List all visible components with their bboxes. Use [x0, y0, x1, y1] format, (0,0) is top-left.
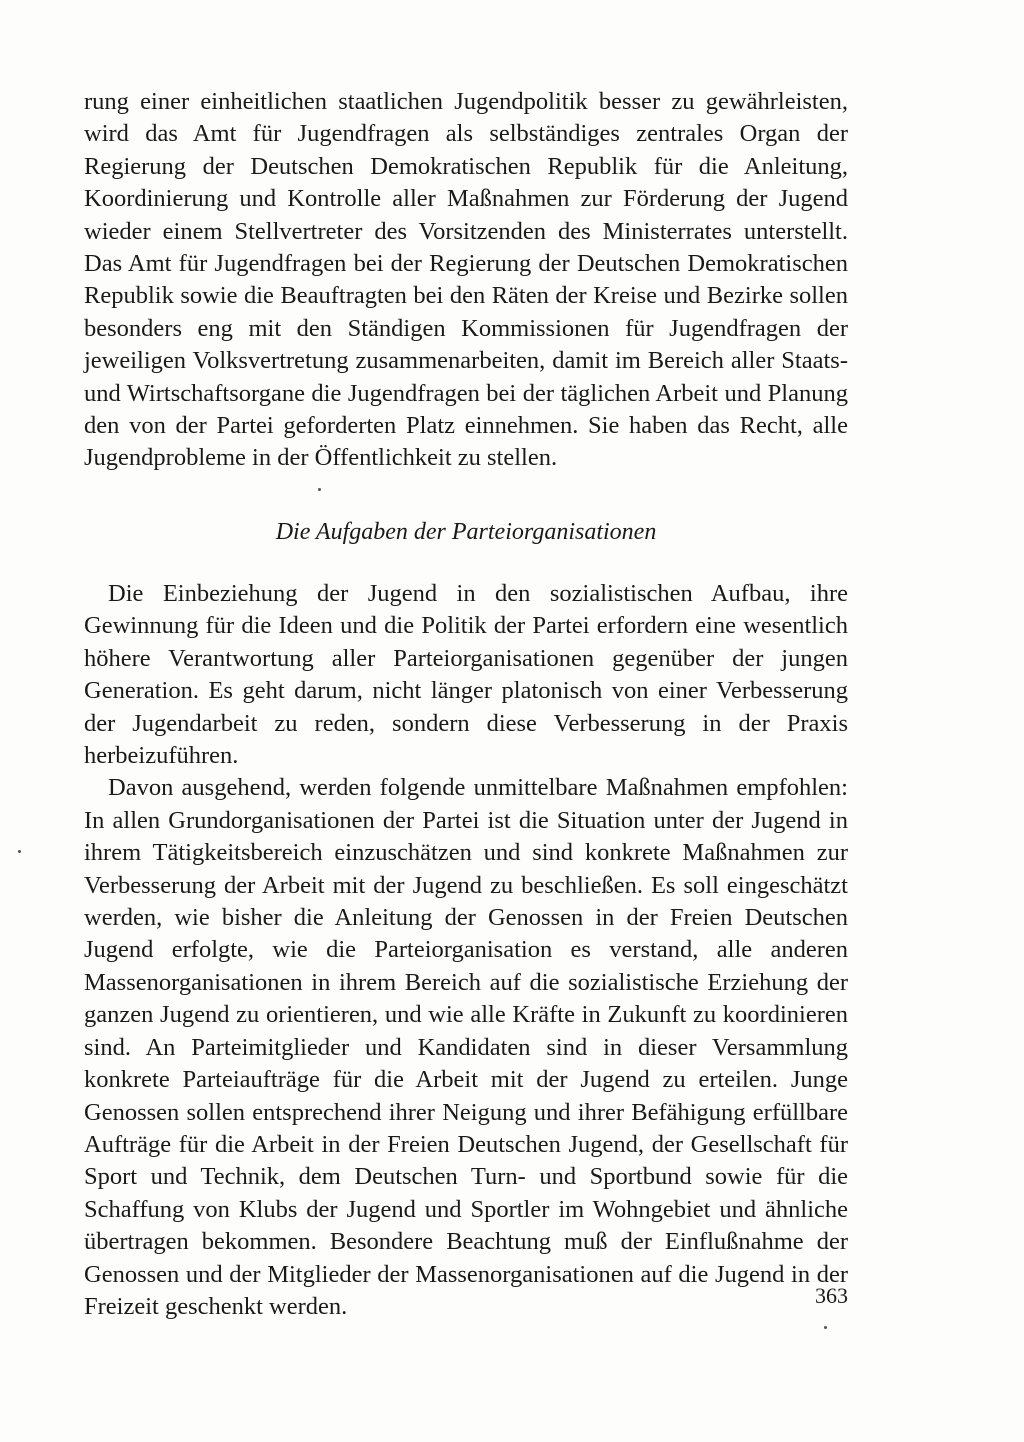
paragraph-intro: Die Einbeziehung der Jugend in den sozialistischen Aufbau, ihre Gewinnung für die Ideen und die Politik der Partei erfordern eine wesentlich höhere Verantwortung aller Parteiorganisationen gegenüber der jungen Generation. Es geht darum, nicht länger platonisch von einer Verbesserung der Jugendarbeit zu reden, sondern diese Verbesserung in der Praxis herbeizuführen.: [84, 580, 848, 770]
paragraph-continuation: rung einer einheitlichen staatlichen Jugendpolitik besser zu gewährleisten, wird das Amt für Jugendfragen als selbständiges zentrales Organ der Regierung der Deutschen Demokratischen Republik für die Anleitung, Koordinierung und Kontrolle aller Maßnahmen zur Förderung der Jugend wieder einem Stellvertreter des Vorsitzenden des Ministerrates unterstellt. Das Amt für Jugendfragen bei der Regierung der Deutschen Demokratischen Republik sowie die Beauftragten bei den Räten der Kreise und Bezirke sollen besonders eng mit den Ständigen Kommissionen für Jugendfragen der jeweiligen Volksvertretung zusammenarbeiten, damit im Bereich aller Staats- und Wirtschaftsorgane die Jugendfragen bei der täglichen Arbeit und Planung den von der Partei geforderten Platz einnehmen. Sie haben das Recht, alle Jugendprobleme in der Öffentlichkeit zu stellen.: [84, 88, 848, 472]
paragraph-measures: Davon ausgehend, werden folgende unmittelbare Maßnahmen empfohlen: In allen Grundorganisationen der Partei ist die Situation unter der Jugend in ihrem Tätigkeitsbereich einzuschätzen und sind konkrete Maßnahmen zur Verbesserung der Arbeit mit der Jugend zu beschließen. Es soll eingeschätzt werden, wie bisher die Anleitung der Genossen in der Freien Deutschen Jugend erfolgte, wie die Parteiorganisation es verstand, alle anderen Massenorganisationen in ihrem Bereich auf die sozialistische Erziehung der ganzen Jugend zu orientieren, und wie alle Kräfte in Zukunft zu koordinieren sind. An Parteimitglieder und Kandidaten sind in dieser Versammlung konkrete Parteiaufträge für die Arbeit mit der Jugend zu erteilen. Junge Genossen sollen entsprechend ihrer Neigung und ihrer Befähigung erfüllbare Aufträge für die Arbeit in der Freien Deutschen Jugend, der Gesellschaft für Sport und Technik, dem Deutschen Turn- und Sportbund sowie für die Schaffung von Klubs der Jugend und Sportler im Wohngebiet und ähnliche übertragen bekommen. Besondere Beachtung muß der Einflußnahme der Genossen und der Mitglieder der Massenorganisationen auf die Jugend in der Freizeit geschenkt werden.: [84, 774, 848, 1320]
section-heading: Die Aufgaben der Parteiorganisationen: [275, 519, 657, 545]
body-text-bottom: [84, 578, 848, 1323]
page-number: 363: [815, 1283, 848, 1308]
scan-speck: [824, 1326, 827, 1329]
scan-speck: [318, 488, 321, 491]
scan-speck: [18, 850, 21, 853]
body-text-top: [84, 86, 848, 475]
